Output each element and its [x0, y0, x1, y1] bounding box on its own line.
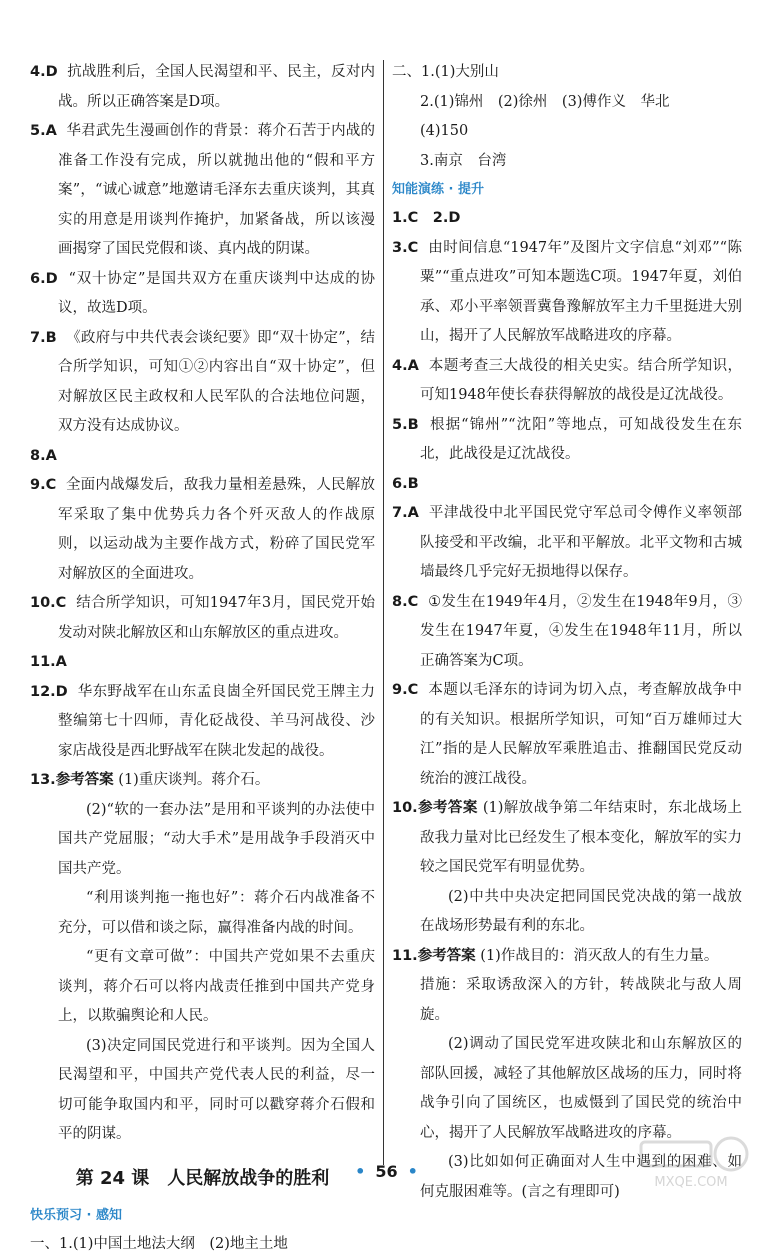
answer-text: ①发生在1949年4月，②发生在1948年9月，③发生在1947年夏，④发生在1948年11月，所以正确答案为C项。 [420, 594, 742, 669]
answer-number: 10.C [30, 595, 66, 611]
left-answer-item [30, 471, 375, 589]
answer-paragraph: (2)调动了国民党军进攻陕北和山东解放区的部队回援，减轻了其他解放区战场的压力，同时将战争引向了国统区，也威慑到了国民党的统治中心，揭开了人民解放军战略进攻的序幕。 [392, 1030, 742, 1148]
reference-answer-label: 参考答案 [418, 948, 476, 964]
preview-answer-1: 一、1.(1)中国土地法大纲 (2)地主土地 [30, 1230, 375, 1259]
left-answer-list [30, 58, 375, 766]
answer-text: 抗战胜利后，全国人民渴望和平、民主，反对内战。所以正确答案是D项。 [58, 64, 375, 110]
right-answer-item [392, 411, 742, 470]
preview-answer-2-3: 3.南京 台湾 [392, 147, 742, 177]
answer-text: 根据“锦州”“沈阳”等地点，可知战役发生在东北，此战役是辽沈战役。 [420, 417, 742, 463]
footer-dot-icon: • [408, 1162, 418, 1181]
left-answer-item [30, 589, 375, 648]
answer-number: 7.A [392, 505, 419, 521]
answer-number: 13. [30, 772, 56, 788]
answer-text: (1)解放战争第二年结束时，东北战场上敌我力量对比已经发生了根本变化，解放军的实力较之国民党军有明显优势。 [420, 800, 742, 875]
reference-answer-label: 参考答案 [56, 772, 114, 788]
answer-number: 1.C 2.D [392, 210, 460, 226]
answer-number: 8.A [30, 448, 57, 464]
right-answer-item [392, 470, 742, 500]
answer-item-13 [30, 766, 375, 796]
left-answer-item [30, 678, 375, 767]
answer-number: 10. [392, 800, 418, 816]
answer-number: 7.B [30, 330, 57, 346]
preview-answer-2-1: 二、1.(1)大别山 [392, 58, 742, 88]
answer-text: 华东野战军在山东孟良崮全歼国民党王牌主力整编第七十四师，青化砭战役、羊马河战役、沙家店战役是西北野战军在陕北发起的战役。 [58, 684, 375, 759]
answer-text: 平津战役中北平国民党守军总司令傅作义率领部队接受和平改编，北平和平解放。北平文物和古城墙最终几乎完好无损地得以保存。 [420, 505, 742, 580]
answer-number: 11.A [30, 654, 67, 670]
answer-text: 结合所学知识，可知1947年3月，国民党开始发动对陕北解放区和山东解放区的重点进攻。 [58, 595, 375, 641]
answer-item-11 [392, 942, 742, 972]
answer-number: 5.A [30, 123, 57, 139]
right-answer-item [392, 588, 742, 677]
answer-paragraph: (2)中共中央决定把同国民党决战的第一战放在战场形势最有利的东北。 [392, 883, 742, 942]
answer-number: 9.C [392, 682, 418, 698]
lesson-title: 第 24 课 人民解放战争的胜利 [30, 1164, 375, 1194]
answer-number: 4.A [392, 358, 419, 374]
left-answer-item [30, 117, 375, 265]
answer-text: (1)重庆谈判。蒋介石。 [118, 772, 269, 788]
answer-paragraph: “更有文章可做”：中国共产党如果不去重庆谈判，蒋介石可以将内战责任推到中国共产党身上，以欺骗舆论和人民。 [30, 943, 375, 1032]
footer-dot-icon: • [355, 1162, 365, 1181]
answer-text: (1)作战目的：消灭敌人的有生力量。 [480, 948, 718, 964]
right-answer-item [392, 234, 742, 352]
column-divider [383, 60, 384, 1165]
answer-paragraph: (3)决定同国民党进行和平谈判。因为全国人民渴望和平，中国共产党代表人民的利益，尽一切可能争取国内和平，同时可以戳穿蒋介石假和平的阴谋。 [30, 1032, 375, 1150]
answer-number: 4.D [30, 64, 58, 80]
answer-number: 12.D [30, 684, 68, 700]
watermark-logo [621, 1132, 761, 1192]
left-answer-item [30, 58, 375, 117]
right-answer-list [392, 204, 742, 794]
answer-paragraph: “利用谈判拖一拖也好”：蒋介石内战准备不充分，可以借和谈之际，赢得准备内战的时间。 [30, 884, 375, 943]
left-answer-item [30, 324, 375, 442]
answer-paragraph: 措施：采取诱敌深入的方针，转战陕北与敌人周旋。 [392, 971, 742, 1030]
answer-number: 8.C [392, 594, 418, 610]
right-column [392, 58, 742, 1207]
right-answer-item [392, 676, 742, 794]
answer-text: “双十协定”是国共双方在重庆谈判中达成的协议，故选D项。 [58, 271, 375, 317]
left-answer-item [30, 442, 375, 472]
preview-answer-2-2: 2.(1)锦州 (2)徐州 (3)傅作义 华北 [392, 88, 742, 118]
answer-number: 11. [392, 948, 418, 964]
page-number: 56 [375, 1162, 397, 1181]
answer-item-10 [392, 794, 742, 883]
answer-text: 由时间信息“1947年”及图片文字信息“刘邓”“陈粟”“重点进攻”可知本题选C项。1947年夏，刘伯承、邓小平率领晋冀鲁豫解放军主力千里挺进大别山，揭开了人民解放军战略进攻的序幕。 [420, 240, 742, 345]
answer-number: 3.C [392, 240, 418, 256]
left-answer-item [30, 648, 375, 678]
answer-text: 本题以毛泽东的诗词为切入点，考查解放战争中的有关知识。根据所学知识，可知“百万雄师过大江”指的是人民解放军乘胜追击、推翻国民党反动统治的渡江战役。 [420, 682, 742, 787]
watermark-text: MXQE.COM [654, 1175, 727, 1190]
answer-number: 6.B [392, 476, 419, 492]
answer-number: 9.C [30, 477, 56, 493]
answer-text: 全面内战爆发后，敌我力量相差悬殊，人民解放军采取了集中优势兵力各个歼灭敌人的作战原则，以运动战为主要作战方式，粉碎了国民党军对解放区的全面进攻。 [58, 477, 375, 582]
reference-answer-label: 参考答案 [418, 800, 478, 816]
answer-text: 本题考查三大战役的相关史实。结合所学知识，可知1948年使长春获得解放的战役是辽沈战役。 [420, 358, 742, 404]
right-answer-item [392, 204, 742, 234]
answer-number: 5.B [392, 417, 419, 433]
answer-paragraph: (3)比如如何正确面对人生中遇到的困难、如何克服困难等。(言之有理即可) [392, 1148, 742, 1207]
left-answer-item [30, 265, 375, 324]
answer-paragraph: (2)“软的一套办法”是用和平谈判的办法使中国共产党屈服；“动大手术”是用战争手段消灭中国共产党。 [30, 796, 375, 885]
right-answer-item [392, 499, 742, 588]
section-tag-practice: 知能演练 · 提升 [392, 176, 742, 204]
answer-text: 《政府与中共代表会谈纪要》即“双十协定”，结合所学知识，可知①②内容出自“双十协定”，但对解放区民主政权和人民军队的合法地位问题，双方没有达成协议。 [58, 330, 375, 435]
answer-text: 华君武先生漫画创作的背景：蒋介石苦于内战的准备工作没有完成，所以就抛出他的“假和平方案”，“诚心诚意”地邀请毛泽东去重庆谈判，其真实的用意是用谈判作掩护，加紧备战，所以该漫画揭穿了国民党假和谈、真内战的阴谋。 [58, 123, 375, 257]
section-tag-preview: 快乐预习 · 感知 [30, 1202, 375, 1230]
preview-answer-2-2-4: (4)150 [392, 117, 742, 147]
right-answer-item [392, 352, 742, 411]
answer-number: 6.D [30, 271, 58, 287]
left-column [30, 58, 375, 1259]
